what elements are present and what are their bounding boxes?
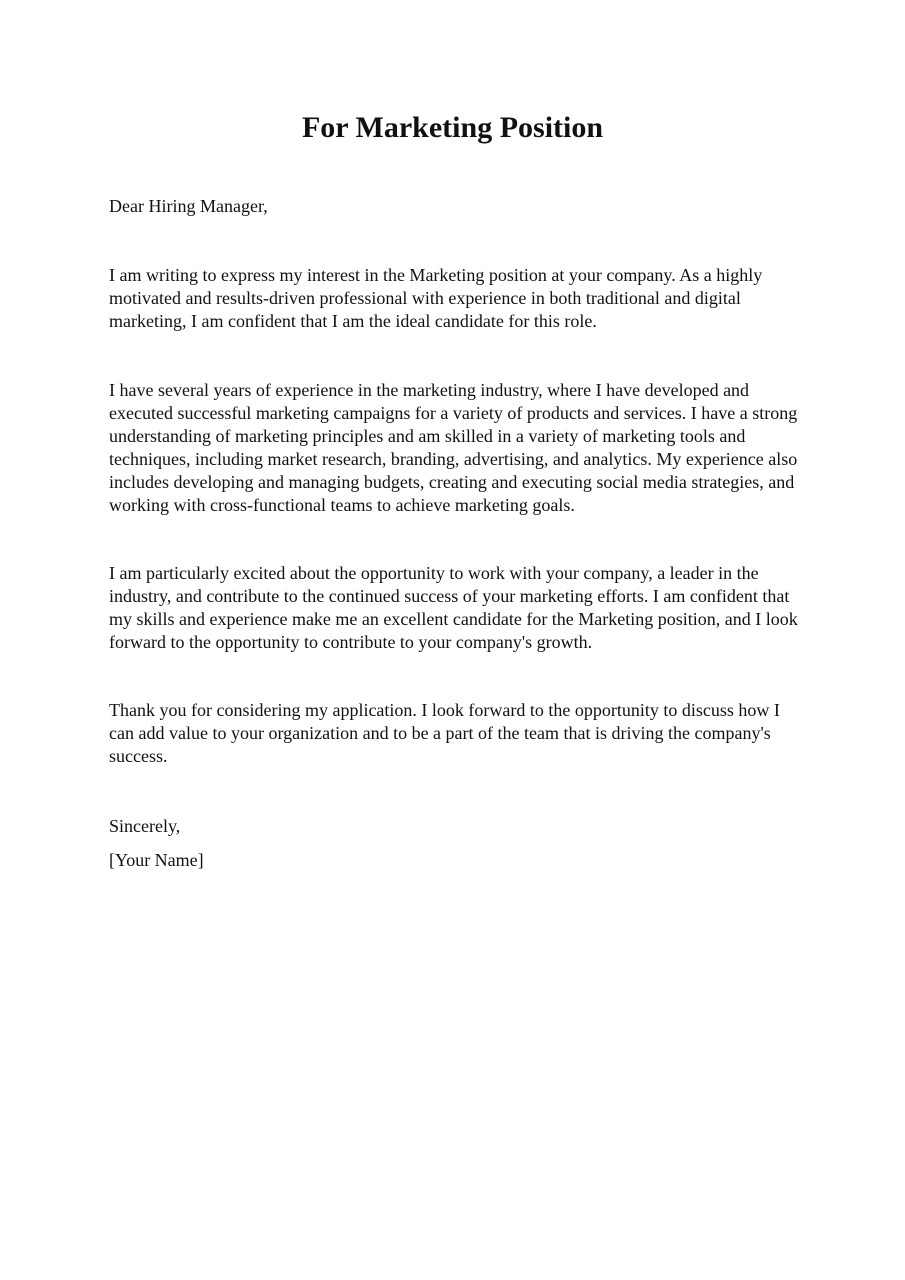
letter-title: For Marketing Position bbox=[301, 111, 604, 144]
closing: Sincerely, bbox=[109, 816, 181, 836]
paragraph-thanks: Thank you for considering my application. I look forward to the opportunity to discuss how I can add value to your organization and to be a part of the team that is driving the company's success. bbox=[109, 700, 780, 766]
paragraph-interest: I am writing to express my interest in the Marketing position at your company. As a highly motivated and results-driven professional with experience in both traditional and digital marketing, I am confident that I am the ideal candidate for this role. bbox=[109, 265, 763, 331]
paragraph-motivation: I am particularly excited about the opportunity to work with your company, a leader in the industry, and contribute to the continued success of your marketing efforts. I am confident that my skills and experience make me an excellent candidate for the Marketing position, and I look forward to the opportunity to contribute to your company's growth. bbox=[109, 563, 798, 652]
salutation: Dear Hiring Manager, bbox=[109, 196, 268, 216]
paragraph-experience: I have several years of experience in the marketing industry, where I have developed and executed successful marketing campaigns for a variety of products and services. I have a strong understanding of marketing principles and am skilled in a variety of marketing tools and techniques, including market research, branding, advertising, and analytics. My experience also includes developing and managing budgets, creating and executing social media strategies, and working with cross-functional teams to achieve marketing goals. bbox=[109, 380, 798, 515]
signature-placeholder: [Your Name] bbox=[109, 850, 204, 870]
